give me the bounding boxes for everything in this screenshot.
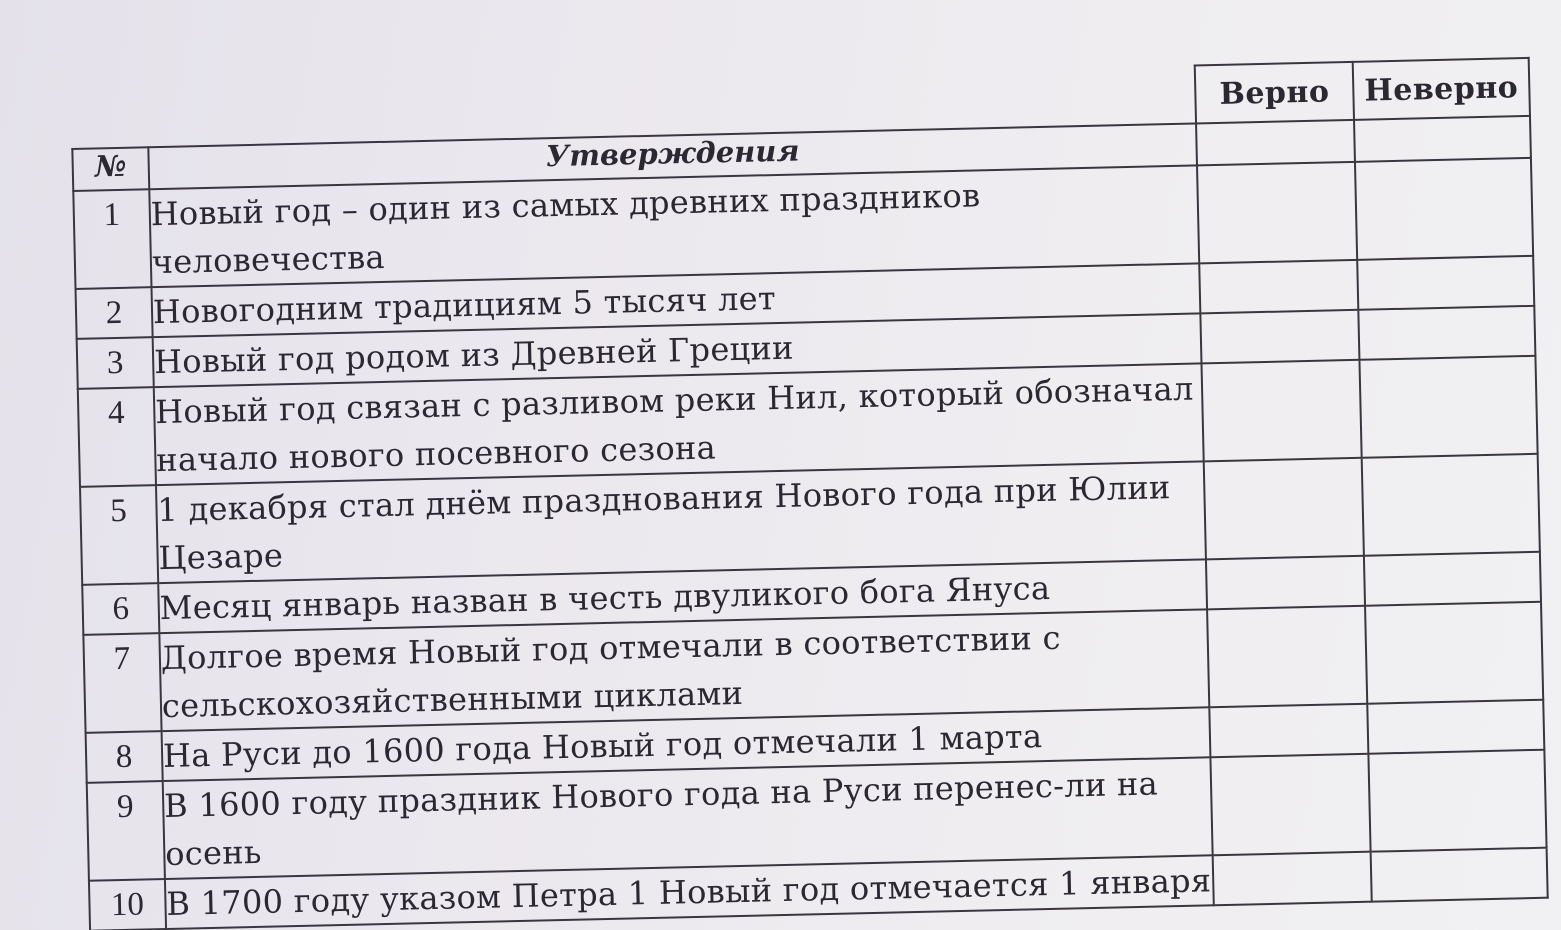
- false-answer-cell[interactable]: [1364, 552, 1541, 606]
- statement-text: В 1600 году праздник Нового года на Руси перенес-ли на осень: [163, 757, 1213, 879]
- statement-text: Новогодним традициям 5 тысяч лет: [151, 263, 1200, 337]
- row-number: 6: [82, 583, 159, 635]
- statement-text: Новый год связан с разливом реки Нил, который обозначал начало нового посевного сезона: [154, 363, 1204, 485]
- header-number: №: [72, 147, 149, 191]
- true-answer-cell[interactable]: [1201, 310, 1360, 364]
- true-answer-cell[interactable]: [1213, 852, 1372, 906]
- row-number: 5: [80, 485, 158, 585]
- true-answer-cell[interactable]: [1197, 162, 1357, 264]
- true-answer-cell[interactable]: [1202, 360, 1362, 462]
- statement-text: В 1700 году указом Петра 1 Новый год отмечается 1 января: [165, 855, 1214, 929]
- false-answer-cell[interactable]: [1355, 158, 1533, 260]
- true-answer-cell[interactable]: [1209, 704, 1368, 758]
- true-answer-cell[interactable]: [1206, 556, 1365, 610]
- false-answer-cell[interactable]: [1371, 848, 1548, 902]
- header-false-blank: [1354, 116, 1531, 162]
- statement-text: 1 декабря стал днём празднования Нового года при Юлии Цезаре: [156, 461, 1206, 583]
- row-number: 9: [87, 781, 165, 881]
- false-answer-cell[interactable]: [1359, 356, 1537, 458]
- true-answer-cell[interactable]: [1211, 754, 1371, 856]
- statement-text: Новый год родом из Древней Греции: [153, 313, 1202, 387]
- row-number: 2: [76, 287, 153, 339]
- header-true: Верно: [1195, 62, 1354, 124]
- true-answer-cell[interactable]: [1204, 458, 1364, 560]
- header-true-blank: [1196, 120, 1355, 166]
- false-answer-cell[interactable]: [1367, 700, 1544, 754]
- row-number: 3: [77, 337, 154, 389]
- false-answer-cell[interactable]: [1365, 602, 1543, 704]
- true-answer-cell[interactable]: [1207, 606, 1367, 708]
- header-false: Неверно: [1353, 58, 1530, 120]
- row-number: 4: [78, 387, 156, 487]
- statement-text: Новый год – один из самых древних праздников человечества: [149, 165, 1199, 287]
- false-answer-cell[interactable]: [1357, 256, 1534, 310]
- false-answer-cell[interactable]: [1368, 750, 1546, 852]
- statement-text: На Руси до 1600 года Новый год отмечали 1 марта: [161, 707, 1210, 781]
- header-statements: Утверждения: [148, 123, 1197, 189]
- false-answer-cell[interactable]: [1362, 454, 1540, 556]
- true-false-table: [70, 57, 1549, 930]
- row-number: 10: [89, 879, 166, 930]
- statement-text: Месяц январь назван в честь двуликого бога Януса: [158, 559, 1207, 633]
- false-answer-cell[interactable]: [1358, 306, 1535, 360]
- statement-text: Долгое время Новый год отмечали в соответствии с сельскохозяйственными циклами: [159, 609, 1209, 731]
- row-number: 8: [86, 731, 163, 783]
- row-number: 1: [73, 189, 151, 289]
- row-number: 7: [83, 633, 161, 733]
- true-answer-cell[interactable]: [1199, 260, 1358, 314]
